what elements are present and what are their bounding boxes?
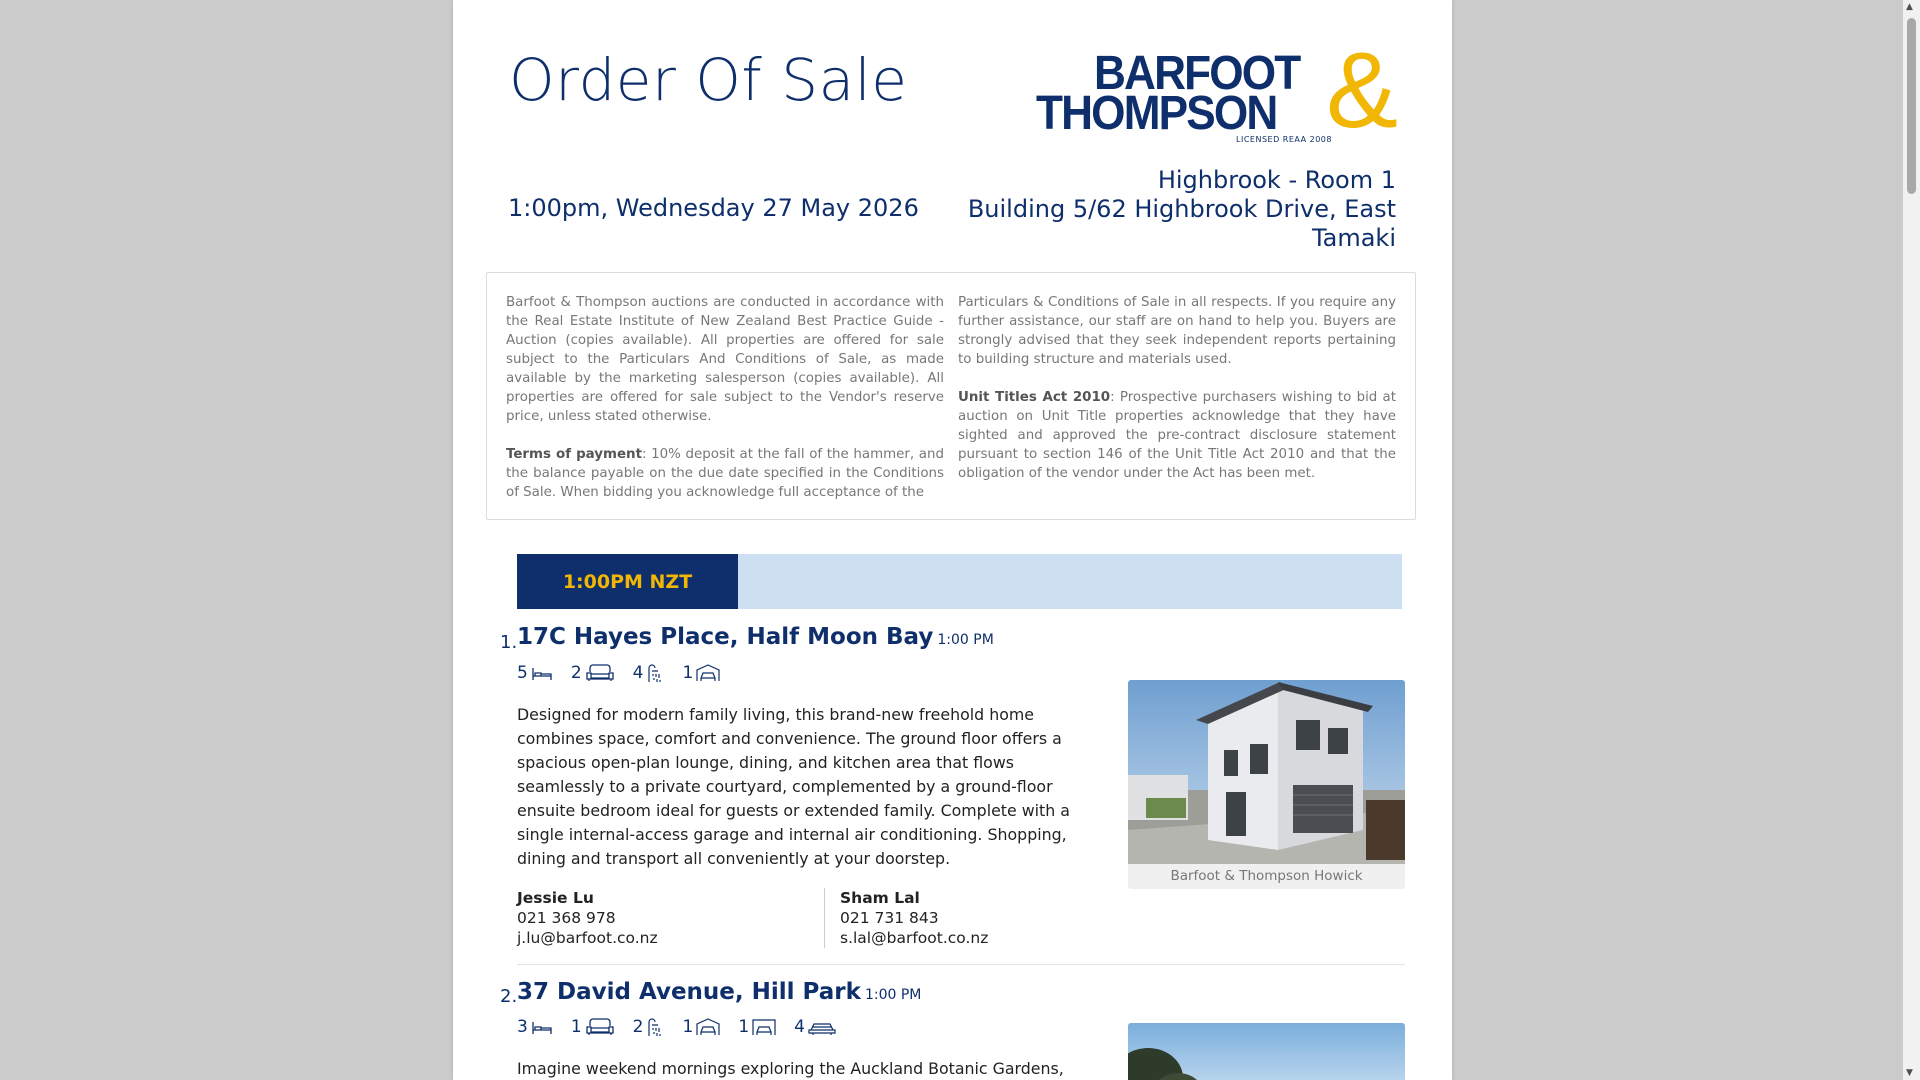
lot-address-link[interactable] bbox=[517, 979, 921, 1005]
agent-email[interactable]: s.lal@barfoot.co.nz bbox=[840, 929, 989, 947]
photo-caption: Barfoot & Thompson Howick bbox=[1170, 868, 1363, 884]
terms-intro: Barfoot & Thompson auctions are conducted in accordance with the Real Estate Institute of New Zealand Best Practice Guide - Auction (copies available). All properties are offered for sale subject to the Particulars And Conditions of Sale, as made available by the marketing salesperson (copies available). All properties are offered for sale subject to the Vendor's reserve price, unless stated otherwise. bbox=[506, 295, 944, 424]
feature-bathrooms bbox=[633, 1017, 665, 1037]
lot-features bbox=[517, 1017, 836, 1037]
lot-description: Imagine weekend mornings exploring the Auckland Botanic Gardens, bbox=[517, 1059, 1064, 1078]
bed-icon bbox=[531, 1019, 553, 1035]
order-of-sale-page bbox=[453, 0, 1452, 1080]
bathrooms-count: 2 bbox=[632, 1017, 644, 1037]
feature-bedrooms bbox=[517, 1017, 553, 1037]
bed-icon bbox=[531, 665, 553, 681]
auction-venue bbox=[936, 166, 1396, 253]
shower-icon bbox=[646, 1017, 664, 1037]
terms-payment-label: Terms of payment bbox=[506, 447, 642, 462]
logo-line2: THOMPSON bbox=[1036, 87, 1277, 140]
lot-features bbox=[517, 663, 720, 683]
feature-garages bbox=[682, 663, 720, 683]
agent-phone[interactable]: 021 731 843 bbox=[840, 909, 939, 927]
lot-divider bbox=[517, 964, 1405, 965]
feature-bathrooms bbox=[633, 663, 665, 683]
lot-address[interactable]: 37 David Avenue, Hill Park bbox=[517, 979, 861, 1005]
bathrooms-count: 4 bbox=[632, 663, 644, 683]
logo-line1: BARFOOT bbox=[1094, 47, 1300, 100]
lounges-count: 1 bbox=[570, 1017, 582, 1037]
terms-column-left bbox=[506, 293, 944, 499]
scrollbar-thumb[interactable] bbox=[1907, 18, 1916, 194]
sofa-icon bbox=[585, 1018, 615, 1036]
feature-garages bbox=[682, 1017, 720, 1037]
terms-unit-label: Unit Titles Act 2010 bbox=[958, 390, 1111, 405]
lot-photo[interactable] bbox=[1128, 1023, 1405, 1080]
bedrooms-count: 5 bbox=[517, 663, 528, 683]
garages-count: 1 bbox=[682, 1017, 694, 1037]
logo-reaa: LICENSED REAA 2008 bbox=[1236, 135, 1332, 144]
lounges-count: 2 bbox=[570, 663, 582, 683]
scroll-down-arrow-icon[interactable]: ▼ bbox=[1906, 1068, 1913, 1078]
barfoot-thompson-logo[interactable] bbox=[1036, 29, 1412, 151]
shower-icon bbox=[646, 663, 664, 683]
terms-particulars: Particulars & Conditions of Sale in all respects. If you require any further assistance, our staff are on hand to help you. Buyers are strongly advised that they seek independent reports pertaining to building structure and materials used. bbox=[958, 295, 1396, 367]
agent-email[interactable]: j.lu@barfoot.co.nz bbox=[517, 929, 658, 947]
feature-offstreet-parking bbox=[794, 1017, 836, 1037]
car-icon bbox=[808, 1019, 836, 1035]
agent-card bbox=[824, 888, 1060, 948]
time-slot-bar bbox=[517, 554, 1402, 609]
time-slot-label: 1:00PM NZT bbox=[517, 554, 738, 609]
feature-carports bbox=[738, 1017, 776, 1037]
terms-unit-titles bbox=[958, 388, 1396, 483]
offstreet-count: 4 bbox=[794, 1017, 805, 1037]
terms-payment bbox=[506, 445, 944, 502]
house-photo[interactable] bbox=[1128, 1023, 1405, 1080]
lot-agents bbox=[517, 888, 1067, 948]
feature-lounges bbox=[571, 1017, 615, 1037]
scroll-up-arrow-icon[interactable]: ▲ bbox=[1906, 2, 1913, 12]
lot-time: 1:00 PM bbox=[864, 987, 922, 1003]
terms-box bbox=[486, 272, 1416, 520]
feature-lounges bbox=[571, 663, 615, 683]
lot-number: 2. bbox=[500, 986, 518, 1007]
carports-count: 1 bbox=[738, 1017, 750, 1037]
carport-icon bbox=[752, 1018, 776, 1036]
lot-photo[interactable] bbox=[1128, 680, 1405, 889]
lot-number: 1. bbox=[500, 632, 518, 653]
lot-address-link[interactable] bbox=[517, 624, 994, 650]
feature-bedrooms bbox=[517, 663, 553, 683]
terms-unit-text: : Prospective purchasers wishing to bid at auction on Unit Title properties acknowledge that they have sighted and approved the pre-contract disclosure statement pursuant to section 146 of the Unit Title Act 2010 and that the obligation of the vendor under the Act has been met. bbox=[958, 390, 1396, 481]
bedrooms-count: 3 bbox=[517, 1017, 528, 1037]
garage-icon bbox=[696, 664, 720, 682]
agent-name: Sham Lal bbox=[840, 889, 920, 907]
sofa-icon bbox=[585, 664, 615, 682]
page-title: Order Of Sale bbox=[509, 46, 908, 114]
lot-time: 1:00 PM bbox=[937, 632, 994, 648]
terms-column-right bbox=[958, 293, 1396, 499]
terms-payment-text: : 10% deposit at the fall of the hammer, and the balance payable on the due date specified in the Conditions of Sale. When bidding you acknowledge full acceptance of the bbox=[506, 447, 944, 500]
garage-icon bbox=[696, 1018, 720, 1036]
logo-ampersand: & bbox=[1326, 29, 1399, 150]
venue-room: Highbrook - Room 1 bbox=[1157, 166, 1396, 194]
agent-card bbox=[517, 888, 824, 948]
house-photo[interactable] bbox=[1128, 680, 1405, 864]
agent-phone[interactable]: 021 368 978 bbox=[517, 909, 616, 927]
garages-count: 1 bbox=[682, 663, 694, 683]
agent-name: Jessie Lu bbox=[517, 889, 594, 907]
lot-description: Designed for modern family living, this brand-new freehold home combines space, comfort and convenience. The ground floor offers a spacious open-plan lounge, dining, and kitchen area that flows seamlessly to a private courtyard, complemented by a ground-floor ensuite bedroom ideal for guests or extended family. Complete with a single internal-access garage and internal air conditioning. Shopping, dining and transport all conveniently at your doorstep. bbox=[517, 705, 1070, 868]
page-scrollbar[interactable] bbox=[1903, 0, 1920, 1080]
lot-address[interactable]: 17C Hayes Place, Half Moon Bay bbox=[517, 624, 934, 650]
auction-date: 1:00pm, Wednesday 27 May 2026 bbox=[508, 194, 919, 222]
venue-address: Building 5/62 Highbrook Drive, East Tamaki bbox=[967, 195, 1396, 252]
